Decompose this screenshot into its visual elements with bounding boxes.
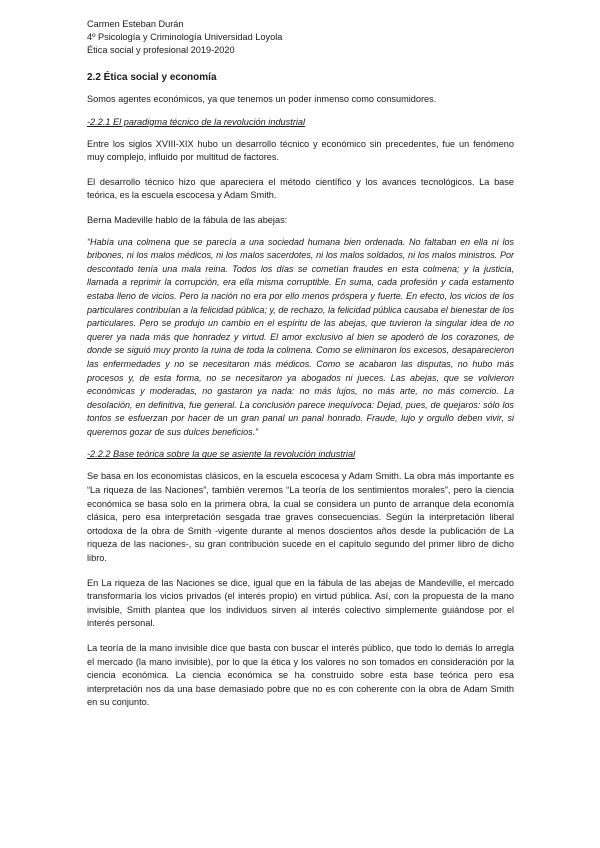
course-line: 4º Psicología y Criminología Universidad Loyola [87, 32, 283, 42]
document-header [87, 18, 514, 57]
paragraph: Berna Madeville hablo de la fábula de las abejas: [87, 214, 288, 225]
subsection-title-1: -2.2.1 El paradigma técnico de la revolución industrial [87, 116, 306, 127]
bee-fable-quote: “Había una colmena que se parecía a una sociedad humana bien ordenada. No faltaban en ella ni los bribones, ni los malos médicos, ni los malos sacerdotes, ni los malos soldados, ni los malos ministros. Por descontado tenía una mala reina. Todos los días se cometían fraudes en esta colmena; y la justicia, llamada a reprimir la corrupción, era ella misma corruptible. En suma, cada profesión y cada estamento estaba lleno de vicios. Pero la nación no era por ello menos próspera y fuerte. En efecto, los vicios de los particulares contribuían a la felicidad pública; y, de rechazo, la felicidad pública causaba el bienestar de los particulares. Pero se produjo un cambio en el espíritu de las abejas, que tuvieron la singular idea de no querer ya nada más que honradez y virtud. El amor exclusivo al bien se apoderó de los corazones, de donde se siguió muy pronto la ruina de toda la colmena. Como se eliminaron los excesos, desaparecieron las enfermedades y no se necesitaron más médicos. Como se acabaron las disputas, no hubo más procesos y, de esta forma, no se necesitaron ya abogados ni jueces. Las abejas, que se volvieron económicas y moderadas, no gastaron ya nada: no más lujos, no más arte, no más comercio. La desolación, en definitiva, fue general. La conclusión parece inequívoca: Dejad, pues, de quejaros: sólo los tontos se esfuerzan por hacer de un gran panal un panal honrado. Fraude, lujo y orgullo deben vivir, si queremos gozar de sus dulces beneficios.” [87, 236, 514, 437]
section-title: 2.2 Ética social y economía [87, 72, 217, 83]
paragraph: Se basa en los economistas clásicos, en la escuela escocesa y Adam Smith. La obra más importante es “La riqueza de las Naciones”, también veremos “La teoría de los sentimientos morales”, pero la ciencia económica se basa solo en la primera obra, la cual se considera un punto de arranque dela economía clásica, pero esa interpretación sesgada trae graves consecuencias. Según la interpretación liberal ortodoxa de la obra de Smith -vigente durante al menos doscientos años desde la publicación de La riqueza de las naciones-, su gran contribución sucede en el capítulo segundo del primer libro de dicho libro. [87, 471, 514, 564]
subject-line: Ética social y profesional 2019-2020 [87, 45, 235, 55]
paragraph: En La riqueza de las Naciones se dice, igual que en la fábula de las abejas de Mandeville, el mercado transformaría los vicios privados (el interés propio) en virtud pública. Así, con la propuesta de la mano invisible, Smith plantea que los individuos sirven al interés colectivo simplemente guiándose por el interés personal. [87, 577, 514, 629]
subsection-title-2: -2.2.2 Base teórica sobre la que se asiente la revolución industrial [87, 449, 356, 460]
paragraph: La teoría de la mano invisible dice que basta con buscar el interés público, que todo lo demás lo arregla el mercado (la mano invisible), por lo que la ética y los valores no son tomados en consideración por la ciencia económica. La ciencia económica se ha construido sobre esta base teórica pero esa interpretación nos da una base demasiado pobre que no es con coherente con la obra de Adam Smith en su conjunto. [87, 643, 514, 708]
paragraph: Entre los siglos XVIII-XIX hubo un desarrollo técnico y económico sin precedentes, fue un fenómeno muy complejo, influido por multitud de factores. [87, 138, 514, 163]
paragraph: El desarrollo técnico hizo que apareciera el método científico y los avances tecnológicos. La base teórica, es la escuela escocesa y Adam Smith. [87, 176, 514, 201]
section-intro: Somos agentes económicos, ya que tenemos un poder inmenso como consumidores. [87, 94, 437, 104]
author-name: Carmen Esteban Durán [87, 19, 184, 29]
